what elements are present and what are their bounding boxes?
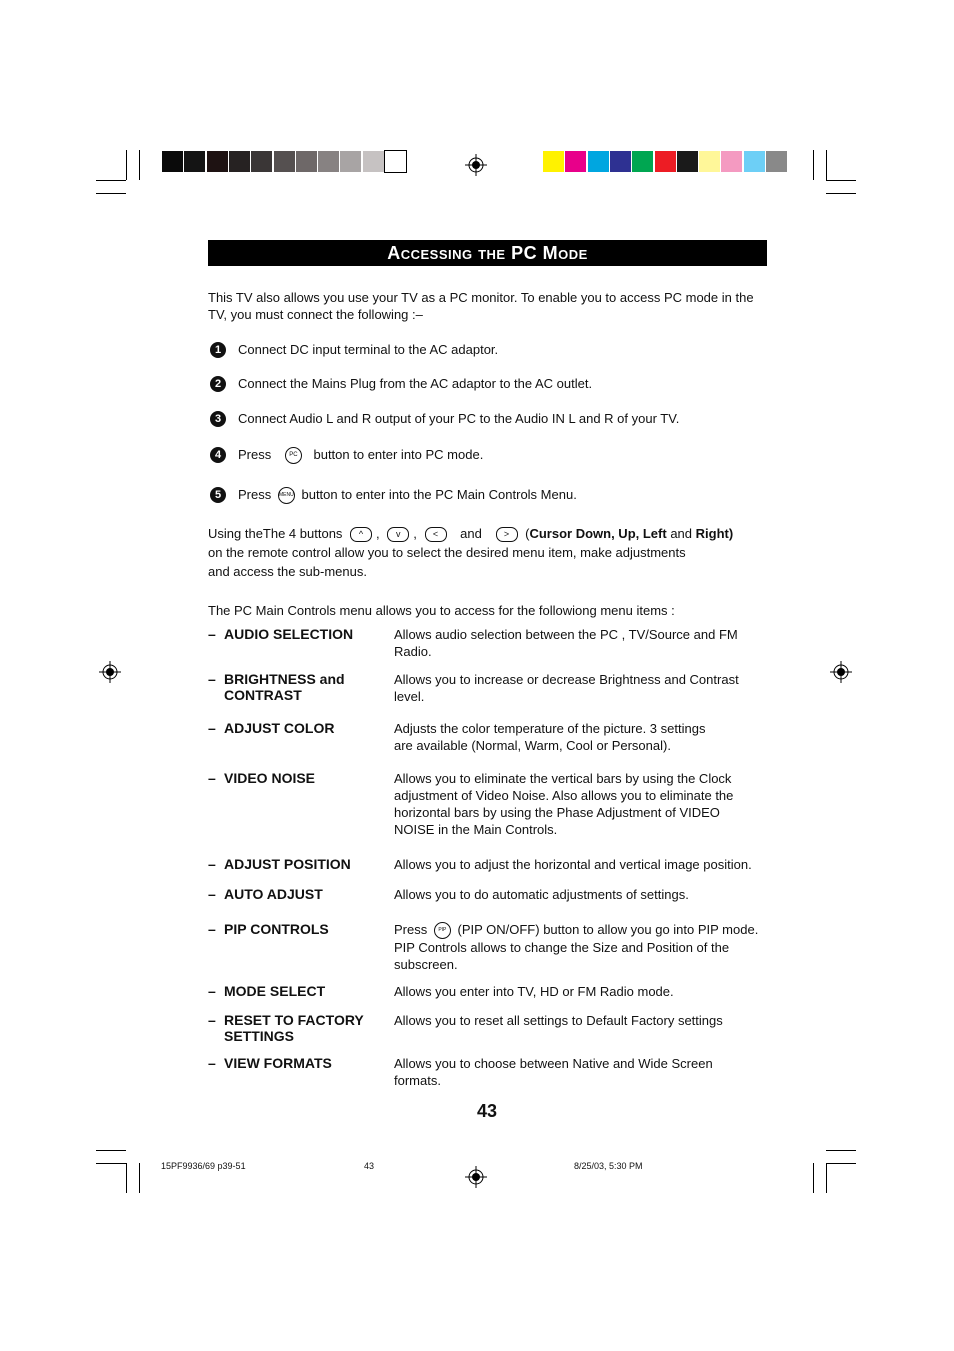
color-swatch [385,151,406,172]
section-title: Accessing the PC Mode [387,242,588,263]
cursor-up-icon: ^ [350,527,372,542]
buttons-lead: Using theThe 4 buttons [208,526,343,541]
crop-mark [139,1163,140,1193]
color-swatch [184,151,205,172]
color-swatch [565,151,586,172]
menu-item-desc: Allows you to do automatic adjustments of settings. [394,887,689,902]
page-number: 43 [476,1101,498,1121]
menu-item-label: – AUDIO SELECTION [208,626,354,642]
color-swatch [318,151,339,172]
separator: , [413,526,417,541]
registration-mark-icon [830,661,852,683]
step-text-before: Press [238,487,272,502]
crop-mark [826,1150,856,1151]
pip-desc-after: (PIP ON/OFF) button to allow you go into PIP mode. [457,922,759,937]
menu-item-desc: Allows you to increase or decrease Brightness and Contrast level. [394,672,739,704]
cursor-right-icon: > [496,527,518,542]
color-swatch [229,151,250,172]
pip-button-icon: PIP [434,922,451,939]
cursor-buttons-paragraph [208,525,768,580]
menu-item-label: – ADJUST COLOR [208,720,335,736]
color-swatch [363,151,384,172]
pc-button-icon: PC [285,447,302,464]
menu-item-desc: Adjusts the color temperature of the picture. 3 settings are available (Normal, Warm, Cool or Personal). [394,721,706,753]
step-number-badge: 2 [210,376,226,392]
separator: , [376,526,380,541]
color-swatch [610,151,631,172]
menu-item-desc: Allows you to eliminate the vertical bars by using the Clock adjustment of Video Noise. Also allows you to eliminate the horizontal bars by using the Phase Adjustment of VIDEO NOISE in the Main Controls. [394,771,734,837]
menu-intro: The PC Main Controls menu allows you to access for the followiong menu items : [208,603,675,618]
step-number-badge: 4 [210,447,226,463]
crop-mark [813,1163,814,1193]
crop-mark [126,150,127,180]
color-swatch [207,151,228,172]
registration-mark-icon [465,154,487,176]
intro-paragraph: This TV also allows you use your TV as a PC monitor. To enable you to access PC mode in the TV, you must connect the following :– [208,290,754,322]
color-swatch [677,151,698,172]
footer-file: 15PF9936/69 p39-51 [161,1161,246,1171]
color-swatch [251,151,272,172]
menu-item-label: – PIP CONTROLS [208,921,329,937]
registration-mark-icon [99,661,121,683]
and-text: and [460,526,482,541]
step-number-badge: 1 [210,342,226,358]
color-swatch [340,151,361,172]
cursor-left-icon: < [425,527,447,542]
pip-desc-line2: PIP Controls allows to change the Size and Position of the subscreen. [394,940,730,973]
footer-page: 43 [364,1161,375,1171]
color-swatch [744,151,765,172]
color-swatch [632,151,653,172]
menu-item-label: – VIEW FORMATS [208,1055,332,1071]
menu-item-label: – ADJUST POSITION [208,856,351,872]
paren: ( [525,526,530,541]
step-text [238,486,577,504]
menu-item-label: – AUTO ADJUST [208,886,323,902]
buttons-line2: on the remote control allow you to select the desired menu item, make adjustments [208,545,686,561]
step-text [238,446,483,464]
menu-item-label: – VIDEO NOISE [208,770,316,786]
menu-item-label: – RESET TO FACTORY SETTINGS [208,1012,364,1044]
crop-mark [96,1163,126,1164]
color-swatch [766,151,787,172]
step-text: Connect the Mains Plug from the AC adaptor to the AC outlet. [238,376,593,391]
color-swatch [296,151,317,172]
buttons-line3: and access the sub-menus. [208,564,367,580]
crop-mark [96,180,126,181]
step-number-badge: 3 [210,411,226,427]
color-swatch [162,151,183,172]
menu-item-label: – BRIGHTNESS and CONTRAST [208,671,345,703]
color-swatch [588,151,609,172]
step-number-badge: 5 [210,487,226,503]
color-swatch [655,151,676,172]
cursor-down-icon: v [387,527,409,542]
crop-mark [126,1163,127,1193]
crop-mark [139,150,140,180]
color-swatch [274,151,295,172]
step-text-after: button to enter into PC mode. [313,447,484,462]
step-text: Connect Audio L and R output of your PC to the Audio IN L and R of your TV. [238,411,680,426]
registration-mark-icon [465,1166,487,1188]
crop-mark [826,1163,856,1164]
step-text-after: button to enter into the PC Main Controls Menu. [301,487,577,502]
menu-item-desc: Allows audio selection between the PC , TV/Source and FM Radio. [394,627,738,659]
footer-date: 8/25/03, 5:30 PM [574,1161,643,1171]
menu-item-label: – MODE SELECT [208,983,326,999]
crop-mark [96,193,126,194]
buttons-names: Cursor Down, Up, Left [529,526,667,541]
and-text: and [670,526,693,541]
pip-desc-before: Press [394,922,428,937]
menu-item-desc: Allows you enter into TV, HD or FM Radio mode. [394,984,674,999]
crop-mark [826,193,856,194]
menu-item-desc [394,921,766,973]
crop-mark [826,180,856,181]
menu-button-icon: MENU [278,487,295,504]
color-swatch [699,151,720,172]
color-swatch [721,151,742,172]
crop-mark [826,150,827,180]
crop-mark [826,1163,827,1193]
step-text-before: Press [238,447,272,462]
buttons-names: Right) [695,526,734,541]
step-text: Connect DC input terminal to the AC adaptor. [238,342,499,357]
section-title-bar [208,240,767,266]
crop-mark [96,1150,126,1151]
color-swatch [543,151,564,172]
crop-mark [813,150,814,180]
menu-item-desc: Allows you to reset all settings to Default Factory settings [394,1013,723,1028]
menu-item-desc: Allows you to adjust the horizontal and vertical image position. [394,857,752,872]
menu-item-desc: Allows you to choose between Native and Wide Screen formats. [394,1056,713,1088]
